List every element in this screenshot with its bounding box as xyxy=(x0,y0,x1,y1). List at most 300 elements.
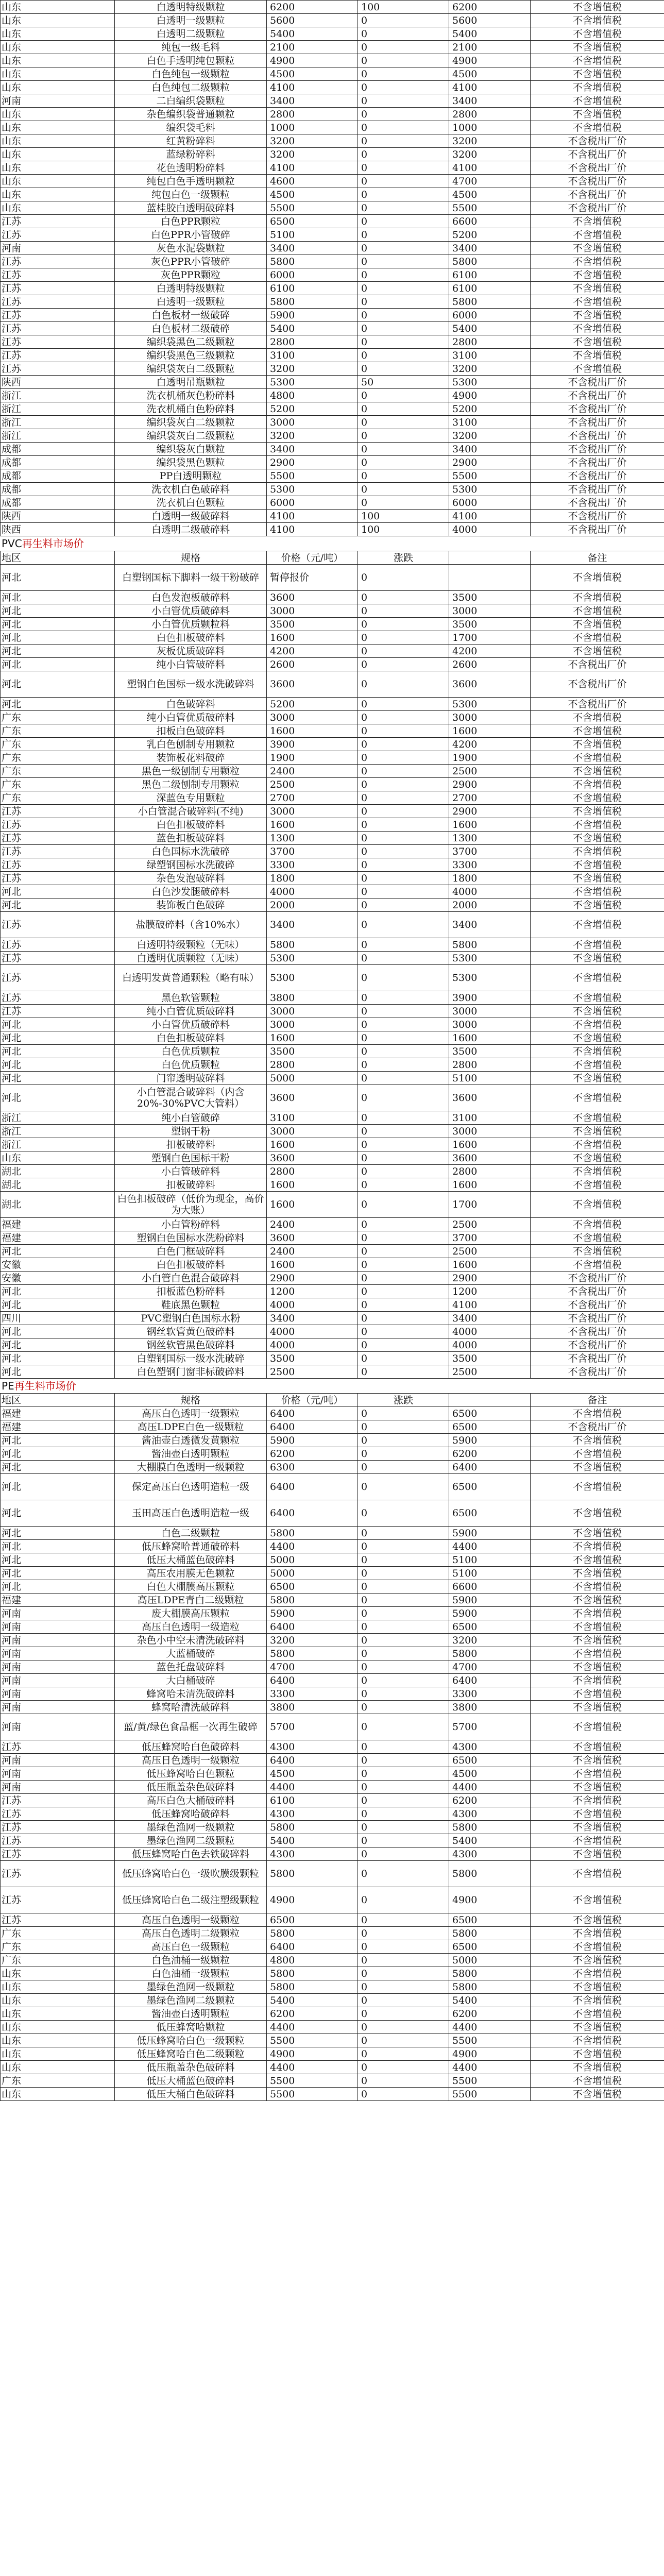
note-cell: 不含增值税 xyxy=(531,1072,664,1085)
price-cell: 5800 xyxy=(267,1821,358,1834)
prev-price-cell: 1700 xyxy=(449,1192,531,1218)
prev-price-cell: 5100 xyxy=(449,1072,531,1085)
prev-price-cell: 2000 xyxy=(449,899,531,912)
note-cell: 不含增值税 xyxy=(531,1861,664,1887)
spec-cell: 白透明一级颗粒 xyxy=(115,295,267,309)
price-cell: 5800 xyxy=(267,1647,358,1660)
prev-price-cell: 5300 xyxy=(449,376,531,389)
table-row xyxy=(1,778,664,791)
note-cell: 不含增值税 xyxy=(531,818,664,832)
prev-price-cell: 2800 xyxy=(449,108,531,121)
price-cell: 3400 xyxy=(267,1312,358,1325)
change-cell: 0 xyxy=(358,1125,449,1138)
note-cell: 不含税出厂价 xyxy=(531,376,664,389)
table-row xyxy=(1,1674,664,1687)
table-row xyxy=(1,67,664,81)
change-cell: 0 xyxy=(358,1192,449,1218)
price-cell: 5300 xyxy=(267,965,358,991)
spec-cell: 白色塑钢门窗非标破碎料 xyxy=(115,1365,267,1379)
spec-cell: 低压蜂窝哈白色一级吹膜级颗粒 xyxy=(115,1861,267,1887)
spec-cell: 白色扣板破碎料 xyxy=(115,1258,267,1272)
table-row xyxy=(1,832,664,845)
price-cell: 2700 xyxy=(267,791,358,805)
section-title-prefix: PVC xyxy=(2,537,22,550)
table-row xyxy=(1,1407,664,1420)
prev-price-cell: 1600 xyxy=(449,724,531,738)
region-cell: 河北 xyxy=(1,1325,115,1338)
prev-price-cell: 4100 xyxy=(449,161,531,175)
prev-price-cell: 6200 xyxy=(449,1,531,14)
region-cell: 浙江 xyxy=(1,1111,115,1125)
spec-cell: 编织袋黑色颗粒 xyxy=(115,456,267,469)
note-cell: 不含增值税 xyxy=(531,912,664,938)
note-cell: 不含增值税 xyxy=(531,845,664,858)
table-row xyxy=(1,228,664,242)
prev-price-cell: 5900 xyxy=(449,1434,531,1447)
spec-cell: 低压蜂窝哈白色二级注塑级颗粒 xyxy=(115,1887,267,1913)
spec-cell: 高压白色透明一级造粒 xyxy=(115,1620,267,1634)
spec-cell: 纯小白管优质破碎料 xyxy=(115,1005,267,1018)
spec-cell: 灰色PPR小管破碎 xyxy=(115,255,267,268)
change-cell: 0 xyxy=(358,67,449,81)
change-cell: 0 xyxy=(358,1861,449,1887)
price-cell: 4300 xyxy=(267,1807,358,1821)
change-cell: 0 xyxy=(358,872,449,885)
note-cell: 不含增值税 xyxy=(531,965,664,991)
spec-cell: 塑钢干粉 xyxy=(115,1125,267,1138)
region-cell: 河北 xyxy=(1,1527,115,1540)
table-row xyxy=(1,175,664,188)
note-cell: 不含增值税 xyxy=(531,1125,664,1138)
spec-cell: 扣板破碎料 xyxy=(115,1138,267,1151)
prev-price-cell: 1300 xyxy=(449,832,531,845)
region-cell: 河北 xyxy=(1,1285,115,1298)
region-cell: 山东 xyxy=(1,41,115,54)
note-cell: 不含增值税 xyxy=(531,805,664,818)
note-cell: 不含增值税 xyxy=(531,1848,664,1861)
prev-price-cell: 6200 xyxy=(449,1794,531,1807)
prev-price-cell: 5500 xyxy=(449,2088,531,2101)
region-cell: 陕西 xyxy=(1,510,115,523)
table-row xyxy=(1,1312,664,1325)
price-cell: 4700 xyxy=(267,1660,358,1674)
table-row xyxy=(1,1031,664,1045)
note-cell: 不含税出厂价 xyxy=(531,469,664,483)
note-cell: 不含增值税 xyxy=(531,1927,664,1940)
region-cell: 山东 xyxy=(1,148,115,161)
prev-price-cell: 5600 xyxy=(449,14,531,27)
prev-price-cell: 4700 xyxy=(449,1660,531,1674)
table-row xyxy=(1,282,664,295)
spec-cell: 白透明特级颗粒 xyxy=(115,282,267,295)
note-cell: 不含增值税 xyxy=(531,751,664,765)
price-cell: 3000 xyxy=(267,604,358,618)
note-cell: 不含税出厂价 xyxy=(531,698,664,711)
change-cell: 0 xyxy=(358,2061,449,2074)
prev-price-cell: 5800 xyxy=(449,1647,531,1660)
price-cell: 3600 xyxy=(267,1085,358,1111)
region-cell: 河南 xyxy=(1,1647,115,1660)
prev-price-cell: 2800 xyxy=(449,1165,531,1178)
price-cell: 2800 xyxy=(267,1165,358,1178)
region-cell: 河北 xyxy=(1,1500,115,1527)
spec-cell: 纯小白管优质破碎料 xyxy=(115,711,267,724)
change-cell: 0 xyxy=(358,1258,449,1272)
prev-price-cell: 3100 xyxy=(449,349,531,362)
region-cell: 安徽 xyxy=(1,1272,115,1285)
change-cell: 0 xyxy=(358,255,449,268)
change-cell: 0 xyxy=(358,14,449,27)
region-cell: 福建 xyxy=(1,1407,115,1420)
change-cell: 0 xyxy=(358,1338,449,1352)
change-cell: 0 xyxy=(358,1031,449,1045)
prev-price-cell: 2500 xyxy=(449,1365,531,1379)
prev-price-cell: 3900 xyxy=(449,991,531,1005)
change-cell: 0 xyxy=(358,309,449,322)
prev-price-cell: 5300 xyxy=(449,952,531,965)
table-row xyxy=(1,1258,664,1272)
price-cell: 5500 xyxy=(267,2088,358,2101)
price-cell: 1600 xyxy=(267,724,358,738)
price-cell: 3500 xyxy=(267,1352,358,1365)
region-cell: 河北 xyxy=(1,1365,115,1379)
section-title-text: 再生料市场价 xyxy=(22,537,84,550)
note-cell: 不含税出厂价 xyxy=(531,1420,664,1434)
price-cell: 5000 xyxy=(267,1567,358,1580)
change-cell: 0 xyxy=(358,1045,449,1058)
region-cell: 河北 xyxy=(1,591,115,604)
spec-cell: 低压蜂窝哈白色一级颗粒 xyxy=(115,2034,267,2047)
table-row xyxy=(1,658,664,671)
price-cell: 3700 xyxy=(267,845,358,858)
note-cell: 不含增值税 xyxy=(531,1527,664,1540)
note-cell: 不含增值税 xyxy=(531,1567,664,1580)
region-cell: 浙江 xyxy=(1,1125,115,1138)
spec-cell: 大棚膜白色透明一级颗粒 xyxy=(115,1461,267,1474)
price-cell: 3200 xyxy=(267,429,358,443)
price-cell: 2000 xyxy=(267,899,358,912)
prev-price-cell: 5900 xyxy=(449,1594,531,1607)
table-row xyxy=(1,1607,664,1620)
price-table-s3 xyxy=(0,1393,664,2101)
prev-price-cell: 4200 xyxy=(449,645,531,658)
region-cell: 山东 xyxy=(1,2034,115,2047)
note-cell: 不含增值税 xyxy=(531,268,664,282)
prev-price-cell: 3500 xyxy=(449,1352,531,1365)
region-cell: 山东 xyxy=(1,108,115,121)
prev-price-cell: 4700 xyxy=(449,175,531,188)
prev-price-cell: 6100 xyxy=(449,268,531,282)
region-cell: 江苏 xyxy=(1,858,115,872)
note-cell: 不含增值税 xyxy=(531,1994,664,2007)
region-cell: 山东 xyxy=(1,188,115,201)
price-cell: 3800 xyxy=(267,991,358,1005)
section-title-s2 xyxy=(0,536,664,551)
table-row xyxy=(1,309,664,322)
table-row xyxy=(1,724,664,738)
table-row xyxy=(1,1045,664,1058)
spec-cell: 纯小白管破碎料 xyxy=(115,658,267,671)
prev-price-cell: 2800 xyxy=(449,335,531,349)
note-cell: 不含税出厂价 xyxy=(531,443,664,456)
price-cell: 5500 xyxy=(267,2034,358,2047)
change-cell: 0 xyxy=(358,1967,449,1980)
region-cell: 江苏 xyxy=(1,952,115,965)
prev-price-cell: 3800 xyxy=(449,1701,531,1714)
spec-cell: 塑钢白色国标水洗粉碎料 xyxy=(115,1231,267,1245)
table-header-row xyxy=(1,551,664,565)
price-cell: 3200 xyxy=(267,134,358,148)
change-cell: 0 xyxy=(358,1674,449,1687)
header-cell xyxy=(449,551,531,565)
change-cell: 0 xyxy=(358,1325,449,1338)
change-cell: 0 xyxy=(358,1058,449,1072)
price-cell: 3100 xyxy=(267,349,358,362)
note-cell: 不含增值税 xyxy=(531,872,664,885)
price-cell: 5800 xyxy=(267,1980,358,1994)
note-cell: 不含增值税 xyxy=(531,765,664,778)
table-row xyxy=(1,965,664,991)
note-cell: 不含增值税 xyxy=(531,1674,664,1687)
change-cell: 0 xyxy=(358,791,449,805)
note-cell: 不含增值税 xyxy=(531,1407,664,1420)
prev-price-cell: 5400 xyxy=(449,1834,531,1848)
change-cell: 0 xyxy=(358,1994,449,2007)
price-cell: 5900 xyxy=(267,309,358,322)
region-cell: 山东 xyxy=(1,1967,115,1980)
price-cell: 6100 xyxy=(267,282,358,295)
prev-price-cell: 5100 xyxy=(449,1553,531,1567)
table-row xyxy=(1,523,664,536)
change-cell: 0 xyxy=(358,483,449,496)
region-cell: 陕西 xyxy=(1,376,115,389)
region-cell: 江苏 xyxy=(1,832,115,845)
table-row xyxy=(1,1500,664,1527)
price-cell: 2400 xyxy=(267,1245,358,1258)
change-cell: 0 xyxy=(358,698,449,711)
region-cell: 江苏 xyxy=(1,1821,115,1834)
prev-price-cell: 4000 xyxy=(449,523,531,536)
region-cell: 广东 xyxy=(1,765,115,778)
change-cell: 100 xyxy=(358,510,449,523)
table-row xyxy=(1,805,664,818)
region-cell: 山东 xyxy=(1,14,115,27)
note-cell: 不含增值税 xyxy=(531,349,664,362)
table-row xyxy=(1,1687,664,1701)
price-cell: 2800 xyxy=(267,335,358,349)
note-cell: 不含增值税 xyxy=(531,1540,664,1553)
table-row xyxy=(1,1701,664,1714)
note-cell: 不含增值税 xyxy=(531,1,664,14)
region-cell: 成都 xyxy=(1,469,115,483)
table-row xyxy=(1,1861,664,1887)
table-row xyxy=(1,161,664,175)
note-cell: 不含增值税 xyxy=(531,1620,664,1634)
prev-price-cell: 1000 xyxy=(449,121,531,134)
price-cell: 5400 xyxy=(267,27,358,41)
price-cell: 5800 xyxy=(267,1861,358,1887)
prev-price-cell: 5500 xyxy=(449,2034,531,2047)
change-cell: 0 xyxy=(358,242,449,255)
note-cell: 不含增值税 xyxy=(531,991,664,1005)
spec-cell: 小白管优质破碎料 xyxy=(115,1018,267,1031)
note-cell: 不含增值税 xyxy=(531,1031,664,1045)
table-row xyxy=(1,81,664,94)
prev-price-cell: 1600 xyxy=(449,1258,531,1272)
spec-cell: 纯包白色手透明颗粒 xyxy=(115,175,267,188)
price-cell: 1600 xyxy=(267,818,358,832)
note-cell: 不含增值税 xyxy=(531,724,664,738)
note-cell: 不含增值税 xyxy=(531,1647,664,1660)
note-cell: 不含增值税 xyxy=(531,1887,664,1913)
spec-cell: 灰色PPR颗粒 xyxy=(115,268,267,282)
region-cell: 成都 xyxy=(1,443,115,456)
region-cell: 成都 xyxy=(1,456,115,469)
change-cell: 0 xyxy=(358,1085,449,1111)
region-cell: 广东 xyxy=(1,711,115,724)
table-row xyxy=(1,618,664,631)
prev-price-cell: 3400 xyxy=(449,1312,531,1325)
spec-cell: 深蓝色专用颗粒 xyxy=(115,791,267,805)
note-cell: 不含增值税 xyxy=(531,1594,664,1607)
region-cell: 河南 xyxy=(1,1660,115,1674)
table-row xyxy=(1,41,664,54)
prev-price-cell: 3700 xyxy=(449,1231,531,1245)
price-cell: 6200 xyxy=(267,2007,358,2021)
region-cell: 江苏 xyxy=(1,268,115,282)
note-cell: 不含增值税 xyxy=(531,1821,664,1834)
table-row xyxy=(1,1192,664,1218)
header-cell: 价格（元/吨） xyxy=(267,1394,358,1407)
note-cell: 不含增值税 xyxy=(531,1245,664,1258)
prev-price-cell: 1800 xyxy=(449,872,531,885)
change-cell: 0 xyxy=(358,1111,449,1125)
change-cell: 0 xyxy=(358,1447,449,1461)
table-row xyxy=(1,711,664,724)
region-cell: 河北 xyxy=(1,1072,115,1085)
region-cell: 江苏 xyxy=(1,818,115,832)
spec-cell: 白色破碎料 xyxy=(115,698,267,711)
prev-price-cell: 1600 xyxy=(449,818,531,832)
price-cell: 3300 xyxy=(267,1687,358,1701)
region-cell: 山东 xyxy=(1,2007,115,2021)
prev-price-cell: 5900 xyxy=(449,1607,531,1620)
prev-price-cell: 4400 xyxy=(449,1781,531,1794)
table-row xyxy=(1,885,664,899)
prev-price-cell: 2800 xyxy=(449,1058,531,1072)
prev-price-cell: 5000 xyxy=(449,1954,531,1967)
table-row xyxy=(1,1231,664,1245)
change-cell: 0 xyxy=(358,1594,449,1607)
table-row xyxy=(1,1714,664,1740)
note-cell: 不含增值税 xyxy=(531,54,664,67)
change-cell: 0 xyxy=(358,845,449,858)
prev-price-cell: 1600 xyxy=(449,1031,531,1045)
note-cell: 不含增值税 xyxy=(531,81,664,94)
table-row xyxy=(1,765,664,778)
price-cell: 1000 xyxy=(267,121,358,134)
change-cell: 0 xyxy=(358,1567,449,1580)
change-cell: 0 xyxy=(358,1620,449,1634)
price-cell: 4900 xyxy=(267,1887,358,1913)
prev-price-cell: 2900 xyxy=(449,1272,531,1285)
spec-cell: 灰色水泥袋颗粒 xyxy=(115,242,267,255)
spec-cell: 大白桶破碎 xyxy=(115,1674,267,1687)
note-cell: 不含增值税 xyxy=(531,952,664,965)
note-cell: 不含税出厂价 xyxy=(531,148,664,161)
table-row xyxy=(1,1138,664,1151)
spec-cell: 灰板优质破碎料 xyxy=(115,645,267,658)
region-cell: 江苏 xyxy=(1,1848,115,1861)
change-cell: 0 xyxy=(358,161,449,175)
table-row xyxy=(1,1447,664,1461)
price-cell: 5300 xyxy=(267,952,358,965)
spec-cell: PVC塑钢白色国标水粉 xyxy=(115,1312,267,1325)
change-cell: 0 xyxy=(358,645,449,658)
price-cell: 4300 xyxy=(267,1740,358,1754)
change-cell: 0 xyxy=(358,268,449,282)
price-cell: 3600 xyxy=(267,1231,358,1245)
price-cell: 3400 xyxy=(267,443,358,456)
note-cell: 不含增值税 xyxy=(531,2088,664,2101)
prev-price-cell: 2900 xyxy=(449,778,531,791)
note-cell: 不含增值税 xyxy=(531,899,664,912)
price-cell: 3900 xyxy=(267,738,358,751)
change-cell: 0 xyxy=(358,618,449,631)
note-cell: 不含税出厂价 xyxy=(531,416,664,429)
note-cell: 不含增值税 xyxy=(531,1165,664,1178)
region-cell: 浙江 xyxy=(1,1138,115,1151)
note-cell: 不含增值税 xyxy=(531,1474,664,1500)
table-row xyxy=(1,1298,664,1312)
region-cell: 福建 xyxy=(1,1231,115,1245)
spec-cell: 白色纯包二级颗粒 xyxy=(115,81,267,94)
change-cell: 0 xyxy=(358,429,449,443)
spec-cell: 白色扣板破碎（低价为现金，高价为大账） xyxy=(115,1192,267,1218)
prev-price-cell: 2500 xyxy=(449,1218,531,1231)
spec-cell: 二白编织袋颗粒 xyxy=(115,94,267,108)
prev-price-cell: 6500 xyxy=(449,1620,531,1634)
price-cell: 5700 xyxy=(267,1714,358,1740)
price-cell: 2500 xyxy=(267,1365,358,1379)
spec-cell: 黑色二级刨制专用颗粒 xyxy=(115,778,267,791)
price-cell: 4900 xyxy=(267,54,358,67)
table-row xyxy=(1,604,664,618)
spec-cell: 保定高压白色透明造粒一级 xyxy=(115,1474,267,1500)
spec-cell: 小白管混合破碎料(不纯) xyxy=(115,805,267,818)
change-cell: 0 xyxy=(358,2047,449,2061)
region-cell: 江苏 xyxy=(1,938,115,952)
prev-price-cell: 6500 xyxy=(449,1940,531,1954)
note-cell: 不含税出厂价 xyxy=(531,510,664,523)
prev-price-cell: 4900 xyxy=(449,1887,531,1913)
region-cell: 广东 xyxy=(1,1927,115,1940)
note-cell: 不含增值税 xyxy=(531,1767,664,1781)
change-cell: 0 xyxy=(358,402,449,416)
price-cell: 3400 xyxy=(267,912,358,938)
section-title-text: 再生料市场价 xyxy=(14,1380,76,1392)
region-cell: 山东 xyxy=(1,161,115,175)
region-cell: 江苏 xyxy=(1,965,115,991)
note-cell: 不含增值税 xyxy=(531,1138,664,1151)
table-row xyxy=(1,1085,664,1111)
spec-cell: 鞋底黑色颗粒 xyxy=(115,1298,267,1312)
table-row xyxy=(1,1781,664,1794)
prev-price-cell xyxy=(449,565,531,591)
region-cell: 江苏 xyxy=(1,1807,115,1821)
prev-price-cell: 3300 xyxy=(449,1687,531,1701)
note-cell: 不含增值税 xyxy=(531,565,664,591)
